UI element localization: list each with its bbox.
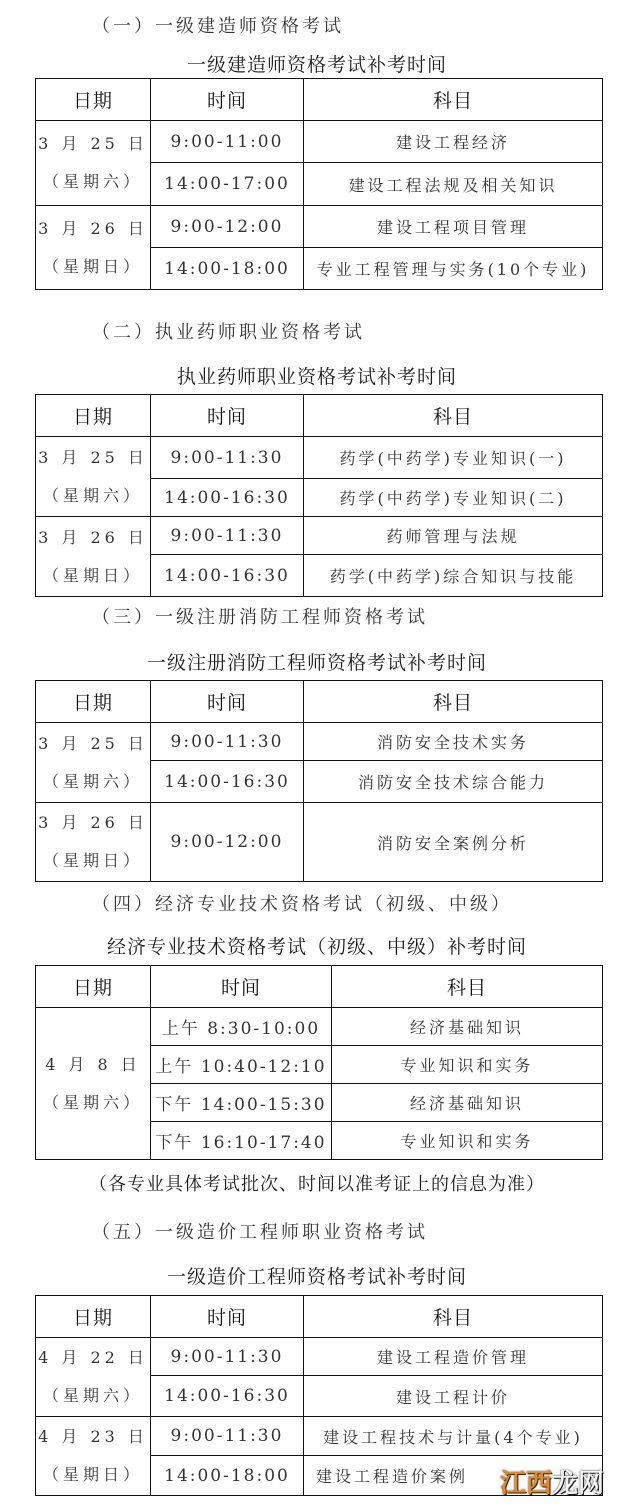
date-cell: 3 月 26 日 （星期日）: [36, 803, 151, 882]
date-cell: 3 月 25 日 （星期六）: [36, 723, 151, 803]
time-cell: 14:00-16:30: [151, 761, 304, 803]
date-cell: 4 月 8 日 （星期六）: [36, 1008, 151, 1160]
time-cell: 14:00-16:30: [151, 555, 304, 597]
table-row: [36, 1417, 603, 1456]
header-time: 时间: [151, 79, 304, 121]
table-row: [36, 437, 603, 479]
header-date: 日期: [36, 681, 151, 723]
time-cell: 14:00-16:30: [151, 479, 304, 517]
header-date: 日期: [36, 966, 151, 1008]
subject-cell: 药学(中药学)专业知识(一): [304, 437, 603, 479]
subject-cell: 药学(中药学)专业知识(二): [304, 479, 603, 517]
header-date: 日期: [36, 79, 151, 121]
table-header-row: [36, 79, 603, 121]
table-header-row: [36, 395, 603, 437]
time-cell: 14:00-17:00: [151, 163, 304, 206]
table-row: [36, 517, 603, 555]
schedule-table-3: [35, 680, 603, 882]
table-row: [36, 723, 603, 761]
table-title-4: 经济专业技术资格考试（初级、中级）补考时间: [106, 936, 527, 958]
table-header-row: [36, 1296, 603, 1338]
subject-cell: 消防安全案例分析: [304, 803, 603, 882]
subject-cell: 经济基础知识: [332, 1084, 603, 1122]
subject-cell: 消防安全技术综合能力: [304, 761, 603, 803]
section-heading-4: （四）经济专业技术资格考试（初级、中级）: [92, 894, 512, 915]
subject-cell: 药师管理与法规: [304, 517, 603, 555]
time-cell: 9:00-12:00: [151, 803, 304, 882]
date-cell: 4 月 22 日 （星期六）: [36, 1338, 151, 1417]
table-row: [36, 1008, 603, 1046]
section-heading-3: （三）一级注册消防工程师资格考试: [92, 607, 428, 628]
table-title-1: 一级建造师资格考试补考时间: [186, 54, 447, 76]
table-row: [36, 803, 603, 882]
section-heading-1: （一）一级建造师资格考试: [92, 16, 344, 37]
header-time: 时间: [151, 966, 332, 1008]
subject-cell: 经济基础知识: [332, 1008, 603, 1046]
header-subject: 科目: [332, 966, 603, 1008]
table-row: [36, 1338, 603, 1376]
table-title-3: 一级注册消防工程师资格考试补考时间: [146, 652, 487, 674]
time-cell: 9:00-11:30: [151, 723, 304, 761]
subject-cell: 专业知识和实务: [332, 1046, 603, 1084]
schedule-table-1: [35, 78, 603, 290]
table-row: [36, 206, 603, 248]
table-row: [36, 121, 603, 163]
header-subject: 科目: [304, 681, 603, 723]
header-subject: 科目: [304, 79, 603, 121]
time-cell: 上午 8:30-10:00: [151, 1008, 332, 1046]
schedule-table-2: [35, 394, 603, 597]
header-subject: 科目: [304, 395, 603, 437]
header-time: 时间: [151, 395, 304, 437]
time-cell: 上午 10:40-12:10: [151, 1046, 332, 1084]
time-cell: 下午 16:10-17:40: [151, 1122, 332, 1160]
header-time: 时间: [151, 681, 304, 723]
schedule-table-4: [35, 965, 603, 1160]
time-cell: 14:00-18:00: [151, 1456, 304, 1496]
subject-cell: 建设工程造价管理: [304, 1338, 603, 1376]
subject-cell: 消防安全技术实务: [304, 723, 603, 761]
time-cell: 9:00-11:00: [151, 121, 304, 163]
time-cell: 9:00-11:30: [151, 1338, 304, 1376]
time-cell: 14:00-16:30: [151, 1376, 304, 1417]
section-heading-5: （五）一级造价工程师职业资格考试: [92, 1222, 428, 1243]
header-time: 时间: [151, 1296, 304, 1338]
header-date: 日期: [36, 1296, 151, 1338]
section-heading-2: （二）执业药师职业资格考试: [92, 322, 365, 343]
subject-cell: 建设工程造价案例: [304, 1456, 603, 1496]
date-cell: 3 月 25 日 （星期六）: [36, 121, 151, 206]
header-date: 日期: [36, 395, 151, 437]
subject-cell: 建设工程法规及相关知识: [304, 163, 603, 206]
watermark-logo: 江西龙网: [500, 1469, 605, 1499]
date-cell: 3 月 26 日 （星期日）: [36, 206, 151, 290]
time-cell: 9:00-11:30: [151, 437, 304, 479]
table-header-row: [36, 966, 603, 1008]
subject-cell: 建设工程经济: [304, 121, 603, 163]
date-cell: 3 月 26 日 （星期日）: [36, 517, 151, 597]
time-cell: 14:00-18:00: [151, 248, 304, 290]
table-title-2: 执业药师职业资格考试补考时间: [176, 366, 457, 388]
exam-note: （各专业具体考试批次、时间以准考证上的信息为准）: [89, 1174, 545, 1195]
table-header-row: [36, 681, 603, 723]
subject-cell: 建设工程计价: [304, 1376, 603, 1417]
subject-cell: 建设工程技术与计量(4个专业): [304, 1417, 603, 1456]
time-cell: 下午 14:00-15:30: [151, 1084, 332, 1122]
subject-cell: 药学(中药学)综合知识与技能: [304, 555, 603, 597]
subject-cell: 专业工程管理与实务(10个专业): [304, 248, 603, 290]
date-cell: 3 月 25 日 （星期六）: [36, 437, 151, 517]
time-cell: 9:00-11:30: [151, 517, 304, 555]
subject-cell: 专业知识和实务: [332, 1122, 603, 1160]
subject-cell: 建设工程项目管理: [304, 206, 603, 248]
time-cell: 9:00-12:00: [151, 206, 304, 248]
table-title-5: 一级造价工程师资格考试补考时间: [166, 1266, 467, 1288]
date-cell: 4 月 23 日 （星期日）: [36, 1417, 151, 1496]
time-cell: 9:00-11:30: [151, 1417, 304, 1456]
header-subject: 科目: [304, 1296, 603, 1338]
